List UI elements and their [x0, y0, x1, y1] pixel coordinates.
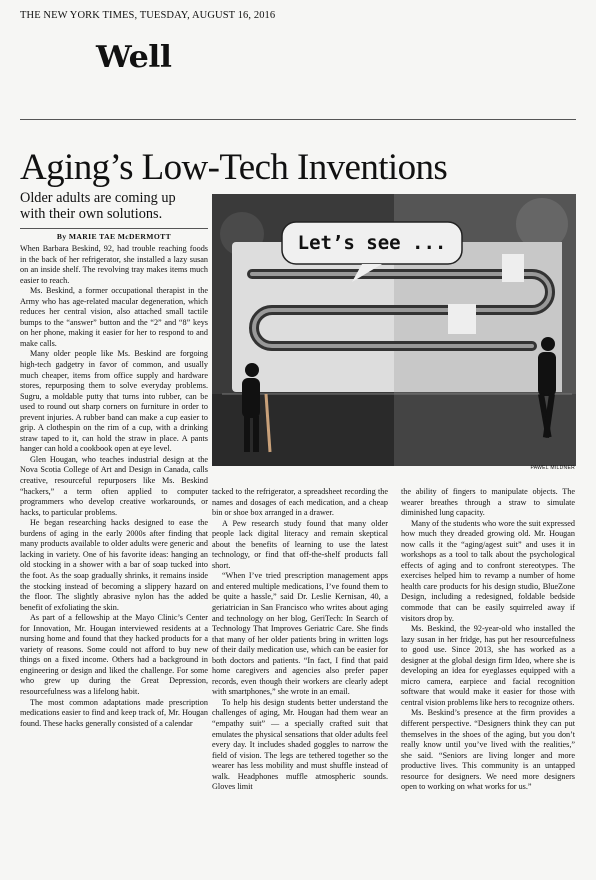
illustration-credit: PAWEL MILDNER [530, 465, 575, 471]
column-3 [401, 487, 575, 793]
paragraph: Ms. Beskind’s presence at the firm provides a different perspective. “Designers think they can put themselves in the shoes of the aging, but you don’t really know until you’ve lived with the realities,” she said. “Seniors are living longer and more productive lives. This community is an untapped resource for designers. We need more designers open to working on what works for us.” [401, 708, 575, 792]
rule-top [20, 119, 576, 120]
paragraph: To help his design students better understand the challenges of aging, Mr. Hougan had them wear an “empathy suit” — a specially crafted suit that emulates the physical sensations that older adults feel every day. It includes shaded goggles to narrow the field of vision. The legs are tethered together so the wearer has less mobility and must shuffle instead of walk. Headphones muffle atmospheric sounds. Gloves limit [212, 697, 388, 792]
paragraph: A Pew research study found that many older people lack digital literacy and remain skeptical about the benefits of learning to use the latest technology, or find that off-the-shelf products fall short. [212, 518, 388, 570]
speech-bubble-text: Let’s see ... [297, 232, 447, 254]
section-name: Well [96, 40, 172, 75]
paragraph: The most common adaptations made prescription medications easier to find and keep track of, Mr. Hougan found. These hacks generally consisted of a calendar [20, 697, 208, 728]
paragraph: Ms. Beskind, the 92-year-old who installed the lazy susan in her fridge, has put her resourcefulness to good use. Since 2013, she has worked as a designer at the global design firm Ideo, where she is developing an idea for eyeglasses equipped with a micro camera, earpiece and facial recognition software that would make it easier for those with central vision problems like hers to recognize others. [401, 624, 575, 707]
dateline: THE NEW YORK TIMES, TUESDAY, AUGUST 16, 2016 [20, 10, 276, 21]
paragraph: Many of the students who wore the suit expressed how much they dreaded growing old. Mr. Hougan now calls it the “aging/agest suit” and uses it in workshops as a tool to talk about the psychological effects of aging and to confront stereotypes. The exercises helped him to revamp a number of home health care products for his design studio, BlueZone Design, including a redesigned, foldable bedside commode that can be easily squirreled away if visitors drop by. [401, 518, 575, 623]
paragraph: When Barbara Beskind, 92, had trouble reaching foods in the back of her refrigerator, she installed a lazy susan on an inside shelf. The revolving tray makes items much easier to reach. [20, 244, 208, 285]
paragraph: As part of a fellowship at the Mayo Clinic’s Center for Innovation, Mr. Hougan interviewed residents at a nursing home and found that they hacked products for a variety of reasons. Some could not afford to buy new things on a fixed income. Others had a background in engineering or design and liked the challenge. For some who grew up during the Great Depression, resourcefulness was a lifelong habit. [20, 613, 208, 696]
column-1 [20, 244, 208, 729]
headline: Aging’s Low-Tech Inventions [20, 147, 448, 188]
byline: By MARIE TAE McDERMOTT [56, 232, 172, 241]
illustration [212, 194, 576, 466]
paragraph: Many older people like Ms. Beskind are forgoing high-tech gadgetry in favor of common, and usually much cheaper, items from office supply and hardware stores, repurposing them to solve everyday problems. Sugru, a moldable putty that turns into rubber, can be used to round out sharp corners on furniture in order to prevent injuries. A rubber band can make a cup easier to grip. A clothespin on the rim of a cup, with a drinking straw taped to it, can hold the straw in place. A pants hanger can hold a cookbook open at eye level. [20, 349, 208, 454]
paragraph: tacked to the refrigerator, a spreadsheet recording the names and dosages of each medication, and a cheap bin or shoe box arranged in a drawer. [212, 487, 388, 518]
byline-rule [20, 228, 208, 229]
paragraph: He began researching hacks designed to ease the burdens of aging in the early 2000s after finding that many products available to older adults were generic and lacking in variety. One of his favorite ideas: hanging an old stocking in a shower with a bar of soap tucked into the foot. As the soap gradually shrinks, it remains inside the stocking instead of becoming a slippery hazard on the floor. The slightly abrasive nylon has the added benefit of exfoliating the skin. [20, 518, 208, 612]
paragraph: Glen Hougan, who teaches industrial design at the Nova Scotia College of Art and Design in Canada, calls creative, resourceful repurposers like Ms. Beskind “hackers,” a term often applied to computer programmers who develop creative workarounds, or hacks, to particular problems. [20, 454, 208, 517]
column-2 [212, 487, 388, 793]
paragraph: the ability of fingers to manipulate objects. The wearer breathes through a straw to simulate diminished lung capacity. [401, 487, 575, 518]
paragraph: Ms. Beskind, a former occupational therapist in the Army who has age-related macular degeneration, which reduces her central vision, also attached small tactile bumps to the “answer” button and the “2” and “8” keys on her phone, making it easier for her to respond to and make calls. [20, 286, 208, 348]
paragraph: “When I’ve tried prescription management apps and entered multiple medications, I’ve found them to be quite a hassle,” said Dr. Leslie Kernisan, 40, a geriatrician in San Francisco who writes about aging and technology on her blog, GeriTech: In Search of Technology That Improves Geriatric Care. She finds that many of her older patients bring in written logs of their daily medication use, which can be easier for both doctors and patients. “In fact, I find that paid home caregivers and agencies also prefer paper records, even though their workers are clearly adept with smartphones,” she wrote in an email. [212, 571, 388, 697]
deck: Older adults are coming up with their own solutions. [20, 190, 176, 222]
